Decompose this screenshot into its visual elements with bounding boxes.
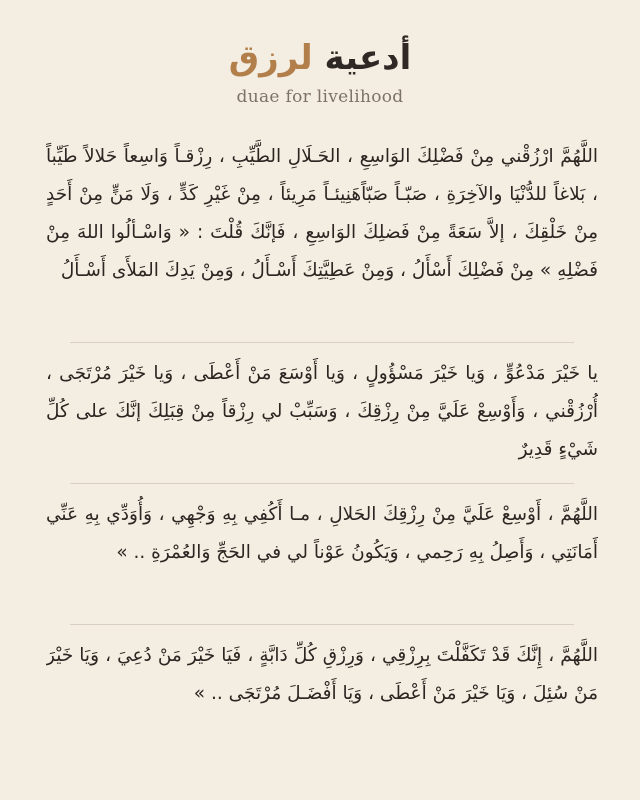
dua-paragraph-3: اللَّهُمَّ ، أَوْسِعْ عَلَيَّ مِنْ رِزْقِكَ الحَلالِ ، مـا أَكُفِي بِهِ وَجْهِي ، وَأُوَدِّي بِهِ عَنِّي أَمَانَتِي ، وَأَصِلُ بِهِ رَحِمي ، وَيَكُونُ عَوْناً لي في الحَجِّ وَالعُمْرَةِ .. » — [46, 504, 598, 563]
title-plain: أدعية — [324, 38, 412, 78]
page-subtitle: duae for livelihood — [236, 87, 404, 107]
title-accent: لرزق — [228, 38, 313, 78]
page-title — [0, 34, 640, 82]
dua-paragraph-1: اللَّهُمَّ ارْزُقْني مِنْ فَضْلِكَ الوَاسِعِ ، الحَـلَالِ الطَّيِّبِ ، رِزْقـاً وَاسِعاً حَلالاً طَيِّباً ، بَلاغاً للدُّنْيَا والآخِرَةِ ، صَبّـاً صَبّاًهَنِيئـاً مَرِيئاً ، مِنْ غَيْرِ كَدٍّ ، وَلَا مَنٍّ مِنْ أَحَدٍ مِنْ خَلْقِكَ ، إلاَّ سَعَةً مِنْ فَضلِكَ الوَاسِعِ ، فَإنَّكَ قُلْتَ : « وَاسْـألُوا اللهَ مِنْ فَضْلِهِ » مِنْ فَضْلِكَ أَسْأَلُ ، وَمِنْ عَطِيَّتِكَ أَسْـأَلُ ، وَمِنْ يَدِكَ المَلأَى أَسْـأَلُ — [46, 146, 598, 281]
dua-paragraph-2: يا خَيْرَ مَدْعُوٍّ ، وَيا خَيْرَ مَسْؤُولٍ ، وَيا أَوْسَعَ مَنْ أَعْطَى ، وَيا خَيْرَ مُرْتَجَى ، أُرْزُقْني ، وَأَوْسِعْ عَلَيَّ مِنْ رِزْقِكَ ، وَسَبِّبْ لي رِزْقاً مِنْ قِبَلِكَ إنَّكَ على كُلِّ شَيْءٍ قَدِيرٌ — [46, 363, 598, 460]
dua-paragraph-4: اللَّهُمَّ ، إِنَّكَ قَدْ تَكَفَّلْتَ بِرِزْقِي ، وَرِزْقِ كُلِّ دَابَّةٍ ، فَيَا خَيْرَ مَنْ دُعِيَ ، وَيَا خَيْرَ مَنْ سُئِلَ ، وَيَا خَيْرَ مَنْ أَعْطَى ، وَيَا أَفْضَـلَ مُرْتَجَى .. » — [46, 645, 598, 704]
divider — [70, 342, 574, 343]
divider — [70, 624, 574, 625]
divider — [70, 483, 574, 484]
dua-content — [46, 138, 598, 751]
header — [0, 0, 640, 108]
